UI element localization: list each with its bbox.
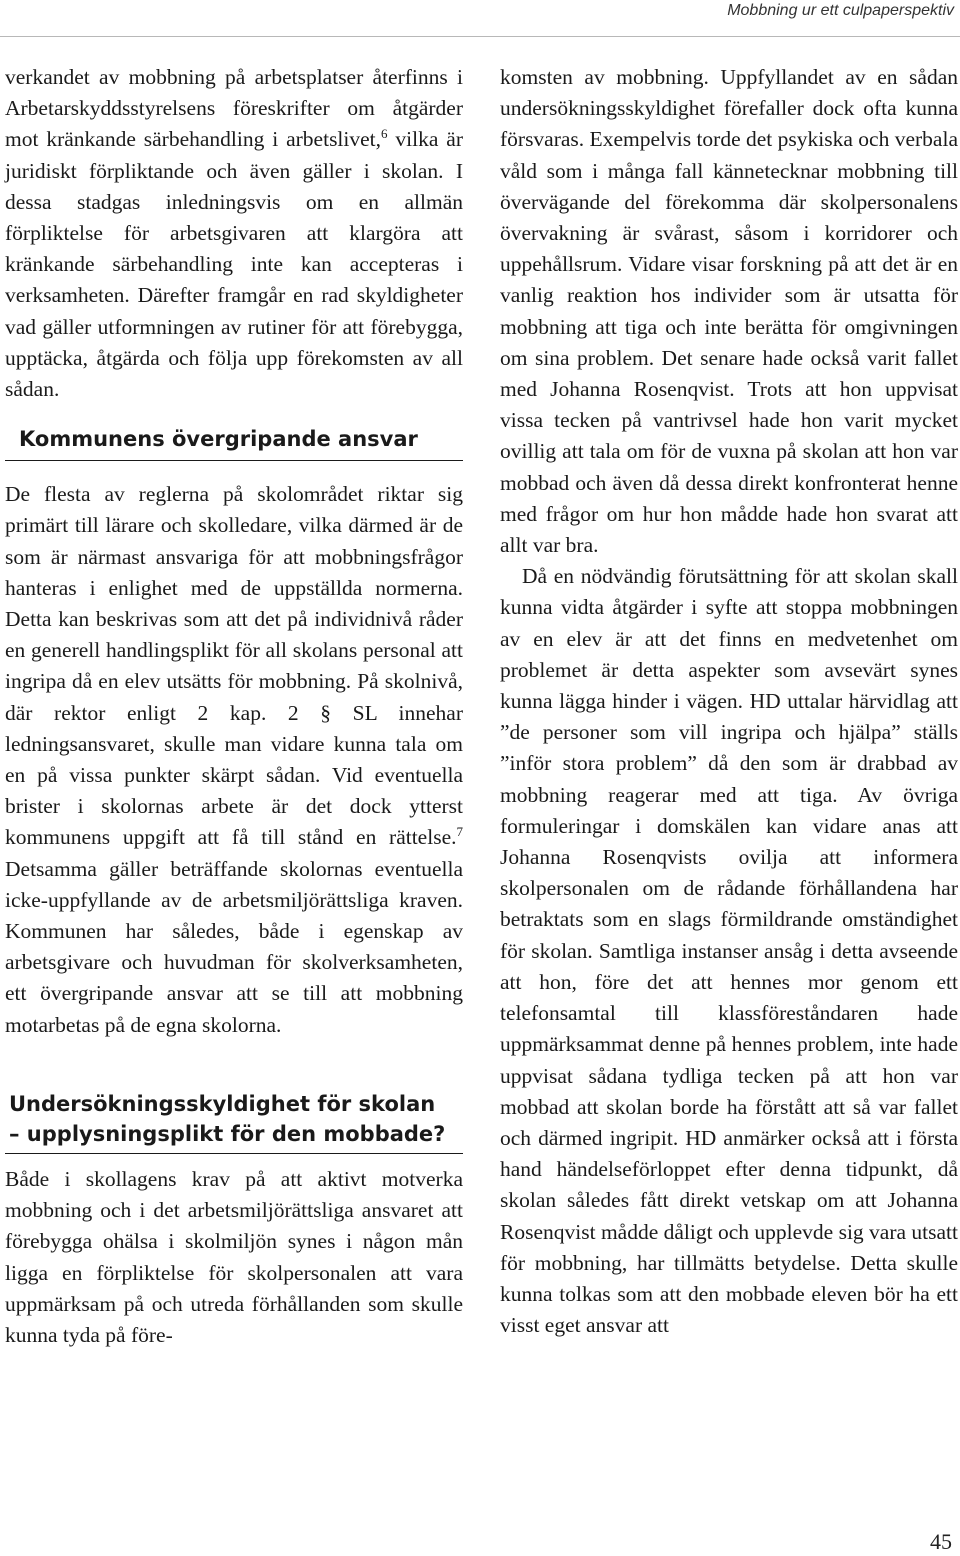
paragraph-nodvandig-forutsattning: Då en nödvändig förutsättning för att skolan skall kunna vidta åtgärder i syfte att stoppa mobbningen av en elev är att det finns en medvetenhet om problemet är detta aspekter som avsevärt synes kunna lägga hinder i vägen. HD uttalar härvidlag att ”de personer som vill ingripa och hjälpa” ställs ”inför stora problem” då den som är drabbad av mobbning reagerar med att tiga. Av övriga formuleringar i domskälen kan vidare anas att Johanna Rosenqvists ovilja att informera skolpersonalen om de rådande förhållandena har betraktats som en slags förmildrande omständighet för skolan. Samtliga instanser ansåg i detta avseende att hon, före det att hennes mor genom ett telefonsamtal till klassföreståndaren hade uppmärksammat denne på hennes problem, inte hade uppvisat sådana tydliga tecken på att hon var mobbad att skolan borde ha förstått att så var fallet och därmed ingripit. HD anmärker också att i första hand händelseförloppet efter denna tidpunkt, då skolan således fått direkt vetskap om att Johanna Rosenqvist mådde dåligt och upplevde sig vara utsatt för mobbning, har tillmätts betydelse. Detta skulle kunna tolkas som att den mobbade eleven bör ha ett visst eget ansvar att <box>500 564 958 1338</box>
header-rule <box>0 36 960 37</box>
paragraph-arbetsplatser <box>5 62 463 405</box>
section-heading-undersokningsskyldighet <box>5 1089 463 1154</box>
paragraph-skolomradet <box>5 479 463 1041</box>
heading-rule <box>5 1153 463 1154</box>
footnote-ref-7: 7 <box>456 824 463 840</box>
paragraph-skollagens-krav: Både i skollagens krav på att aktivt motverka mobbning och i det arbetsmiljörättsliga ansvaret att förebygga ohälsa i skolmiljön synes i någon mån ligga en förpliktelse för skolpersonalen att vara uppmärksam på och utreda förhållanden som skulle kunna tyda på före- <box>5 1166 463 1347</box>
paragraph-text: vilka är juridiskt förpliktande och även gäller i skolan. I dessa stadgas inledningsvis om en allmän förpliktelse för arbetsgivaren att klargöra att kränkande särbehandling inte kan accepteras i verksamheten. Därefter framgår en rad skyldigheter vad gäller utformningen av rutiner för att förebygga, upptäcka, åtgärda och följa upp förekomsten av all sådan. <box>5 127 463 402</box>
heading-line-1: Undersökningsskyldighet för skolan <box>9 1091 436 1116</box>
heading-line-2: – upplysningsplikt för den mobbade? <box>9 1121 446 1146</box>
left-column <box>5 62 463 1351</box>
paragraph-text: verkandet av mobbning på arbetsplatser återfinns i Arbetarskyddsstyrelsens föreskrifter om åtgärder mot kränkande särbehandling i arbetslivet, <box>5 65 463 152</box>
section-heading-kommunens-ansvar <box>5 424 463 461</box>
footnote-ref-6: 6 <box>381 126 388 142</box>
running-title: Mobbning ur ett culpaperspektiv <box>727 2 954 19</box>
heading-rule <box>5 460 463 461</box>
page-number: 45 <box>930 1529 952 1554</box>
heading-text: Kommunens övergripande ansvar <box>19 427 418 452</box>
running-header <box>0 0 960 36</box>
paragraph-text: Detsamma gäller beträffande skolornas eventuella icke-uppfyllande av de arbetsmiljörättsliga kraven. Kommunen har således, både i egenskap av arbetsgivare och huvudman för skolverksamheten, ett övergripande ansvar att se till att mobbning motarbetas på de egna skolorna. <box>5 856 463 1037</box>
paragraph-text: De flesta av reglerna på skolområdet riktar sig primärt till lärare och skolledare, vilka därmed är de som är närmast ansvariga för att mobbningsfrågor hanteras i enlighet med de uppställda normerna. Detta kan beskrivas som att det på individnivå råder en generell handlingsplikt för all skolans personal att ingripa då en elev utsätts för mobbning. På skolnivå, där rektor enligt 2 kap. 2 § SL innehar ledningsansvaret, skulle man vidare kunna tala om en på vissa punkter skärpt sådan. Vid eventuella brister i skolornas arbete är det dock ytterst kommunens uppgift att få till stånd en rättelse. <box>5 482 463 850</box>
paragraph-komsten-av-mobbning: komsten av mobbning. Uppfyllandet av en sådan undersökningsskyldighet förefaller dock ofta kunna försvaras. Exempelvis torde det psykiska och verbala våld som i många fall kännetecknar mobbning till övervägande del förekomma där skolpersonalens övervakning är svårast, såsom i korridorer och uppehållsrum. Vidare visar forskning på att det är en vanlig reaktion hos individer som är utsatta för mobbning att tiga och inte berätta för omgivningen om sina problem. Det senare hade också varit fallet med Johanna Rosenqvist. Trots att hon uppvisat vissa tecken på vantrivsel hade hon varit mycket ovillig att tala om för de vuxna på skolan att hon var mobbad och även då dessa direkt konfronterat henne med frågor om hur hon mådde hade hon svarat att allt var bra. <box>500 65 958 558</box>
right-column <box>500 62 958 1341</box>
